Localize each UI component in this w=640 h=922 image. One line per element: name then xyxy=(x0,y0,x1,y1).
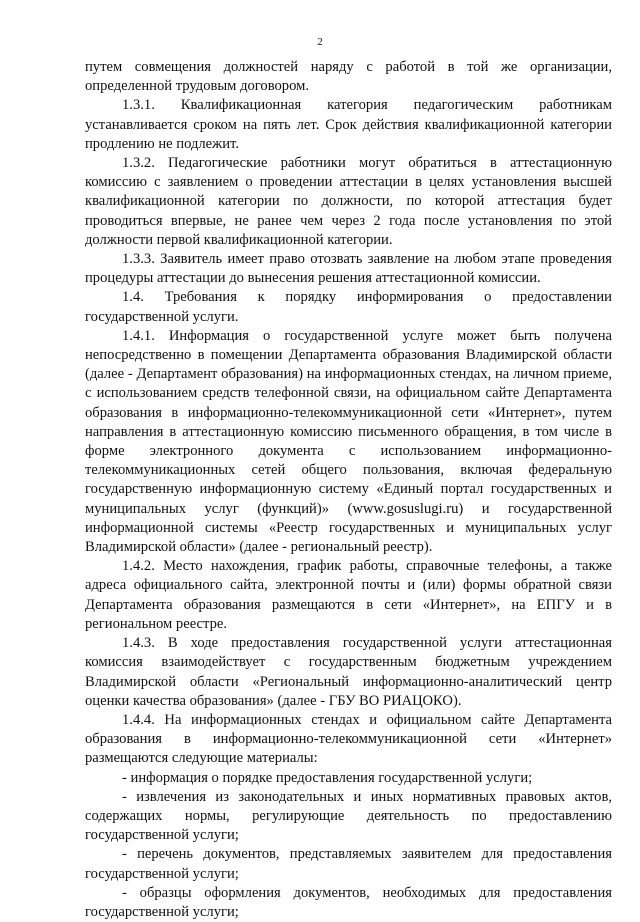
paragraph-1-4-4: 1.4.4. На информационных стендах и официальном сайте Департамента образования в информационно-телекоммуникационной сети «Интернет» размещаются следующие материалы: xyxy=(85,711,612,767)
document-body xyxy=(85,58,612,922)
list-item-document-samples: - образцы оформления документов, необходимых для предоставления государственной услуги; xyxy=(85,884,612,920)
paragraph-1-3-2: 1.3.2. Педагогические работники могут обратиться в аттестационную комиссию с заявлением о проведении аттестации в целях установления высшей квалификационной категории по должности, по которой аттестация будет проводиться впервые, не ранее чем через 2 года после установления по этой должности первой квалификационной категории. xyxy=(85,155,612,248)
paragraph-1-3-1: 1.3.1. Квалификационная категория педагогическим работникам устанавливается сроком на пять лет. Срок действия квалификационной категории продлению не подлежит. xyxy=(85,97,612,152)
paragraph-continuation: путем совмещения должностей наряду с работой в той же организации, определенной трудовым договором. xyxy=(85,59,612,95)
paragraph-1-4: 1.4. Требования к порядку информирования о предоставлении государственной услуги. xyxy=(85,289,612,325)
list-item-info-procedure: - информация о порядке предоставления государственной услуги; xyxy=(122,769,533,786)
paragraph-1-4-2: 1.4.2. Место нахождения, график работы, справочные телефоны, а также адреса официального сайта, электронной почты и (или) формы обратной связи Департамента образования размещаются в сети «Интернет», на ЕПГУ и в региональном реестре. xyxy=(85,558,612,632)
list-item-legal-extracts: - извлечения из законодательных и иных нормативных правовых актов, содержащих нормы, регулирующие деятельность по предоставлению государственной услуги; xyxy=(85,788,612,844)
paragraph-1-4-1: 1.4.1. Информация о государственной услуге может быть получена непосредственно в помещении Департамента образования Владимирской области (далее - Департамент образования) на информационных стендах, на личном приеме, с использованием средств телефонной связи, на официальном сайте Департамента образования в информационно-телекоммуникационной сети «Интернет», путем направления в аттестационную комиссию письменного обращения, в том числе в форме электронного документа с использованием информационно-телекоммуникационных сетей общего пользования, включая федеральную государственную информационную систему «Единый портал государственных и муниципальных услуг (функций)» (www.gosuslugi.ru) и государственной информационной системы «Реестр государственных и муниципальных услуг Владимирской области» (далее - региональный реестр). xyxy=(85,327,612,556)
list-item-documents-list: - перечень документов, представляемых заявителем для предоставления государственной услуги; xyxy=(85,846,612,882)
page-number: 2 xyxy=(317,36,323,48)
paragraph-1-3-3: 1.3.3. Заявитель имеет право отозвать заявление на любом этапе проведения процедуры аттестации до вынесения решения аттестационной комиссии. xyxy=(85,251,612,287)
paragraph-1-4-3: 1.4.3. В ходе предоставления государственной услуги аттестационная комиссия взаимодействует с государственным бюджетным учреждением Владимирской области «Региональный информационно-аналитический центр оценки качества образования» (далее - ГБУ ВО РИАЦОКО). xyxy=(85,635,612,709)
